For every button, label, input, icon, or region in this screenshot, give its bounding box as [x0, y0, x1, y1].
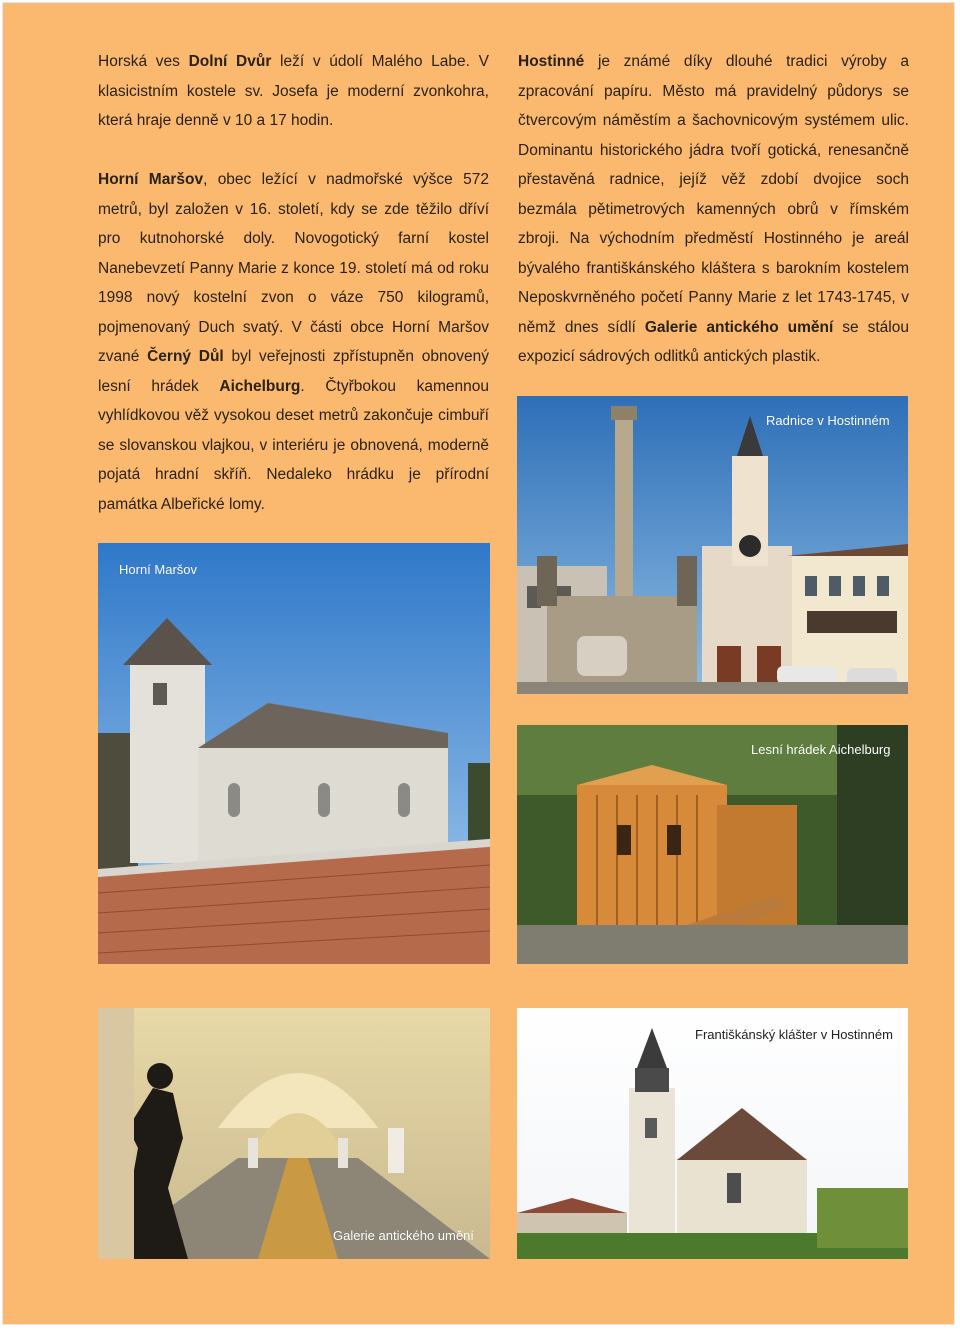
photo-radnice	[517, 396, 908, 694]
caption-klaster: Františkánský klášter v Hostinném	[695, 1027, 893, 1042]
text-run: , obec ležící v nadmořské výšce 572 metrů, byl založen v 16. století, kdy se zde těžilo dříví pro kutnohorské doly. Novogotický farní kostel Nanebevzetí Panny Marie z konce 19. století má od roku 1998 nový kostelní zvon o váze 750 kilogramů, pojmenovaný Duch svatý. V části obce Horní Maršov zvané	[98, 171, 489, 365]
dolni-dvur-paragraph	[98, 47, 489, 136]
text-run: Horská ves	[98, 53, 189, 70]
church-marsov-illustration	[98, 543, 490, 964]
text-run: se stálou expozicí sádrových odlitků antických plastik.	[518, 318, 909, 365]
text-run: byl veřejnosti zpřístupněn obnovený lesní hrádek	[98, 348, 489, 395]
right-text-column	[518, 47, 909, 372]
place-name-galerie: Galerie antického umění	[644, 318, 834, 336]
horni-marsov-paragraph	[98, 165, 489, 519]
caption-radnice: Radnice v Hostinném	[766, 413, 890, 428]
hostinne-paragraph	[518, 47, 909, 372]
text-run: leží v údolí Malého Labe. V klasicistním kostele sv. Josefa je moderní zvonkohra, která hraje denně v 10 a 17 hodin.	[98, 53, 489, 129]
photo-aichelburg	[517, 725, 908, 964]
place-name-cerny-dul: Černý Důl	[147, 348, 224, 365]
place-name-hostinne: Hostinné	[518, 53, 585, 70]
place-name-horni-marsov: Horní Maršov	[98, 171, 204, 188]
monastery-illustration	[517, 1008, 908, 1259]
place-name-aichelburg: Aichelburg	[219, 377, 301, 395]
aichelburg-tower-illustration	[517, 725, 908, 964]
text-run: . Čtyřbokou kamennou vyhlídkovou věž vysokou deset metrů zakončuje cimbuří se slovanskou vlajkou, v interiéru je obnovená, moderně pojatá hradní skříň. Nedaleko hrádku je přírodní památka Albeřické lomy.	[98, 377, 489, 513]
town-hall-illustration	[517, 396, 908, 694]
text-run: je známé díky dlouhé tradici výroby a zpracování papíru. Město má pravidelný půdorys se čtvercovým náměstím a šachovnicovým systémem ulic. Dominantu historického jádra tvoří gotická, renesančně přestavěná radnice, jejíž věž zdobí dvojice soch bezmála pětimetrových kamenných obrů v římském zbroji. Na východním předměstí Hostinného je areál bývalého františkánského kláštera s barokním kostelem Neposkvrněného početí Panny Marie z let 1743-1745, v němž dnes sídlí	[518, 53, 909, 336]
paragraph-gap	[98, 136, 489, 166]
caption-aichelburg: Lesní hrádek Aichelburg	[751, 742, 891, 757]
photo-klaster	[517, 1008, 908, 1259]
brochure-page	[2, 2, 955, 1325]
photo-horni-marsov	[98, 543, 490, 964]
photo-galerie	[98, 1008, 490, 1259]
caption-galerie: Galerie antického umění	[333, 1228, 474, 1243]
caption-horni-marsov: Horní Maršov	[119, 562, 198, 577]
left-text-column	[98, 47, 489, 519]
gallery-interior-illustration	[98, 1008, 490, 1259]
place-name-dolni-dvur: Dolní Dvůr	[188, 53, 272, 70]
